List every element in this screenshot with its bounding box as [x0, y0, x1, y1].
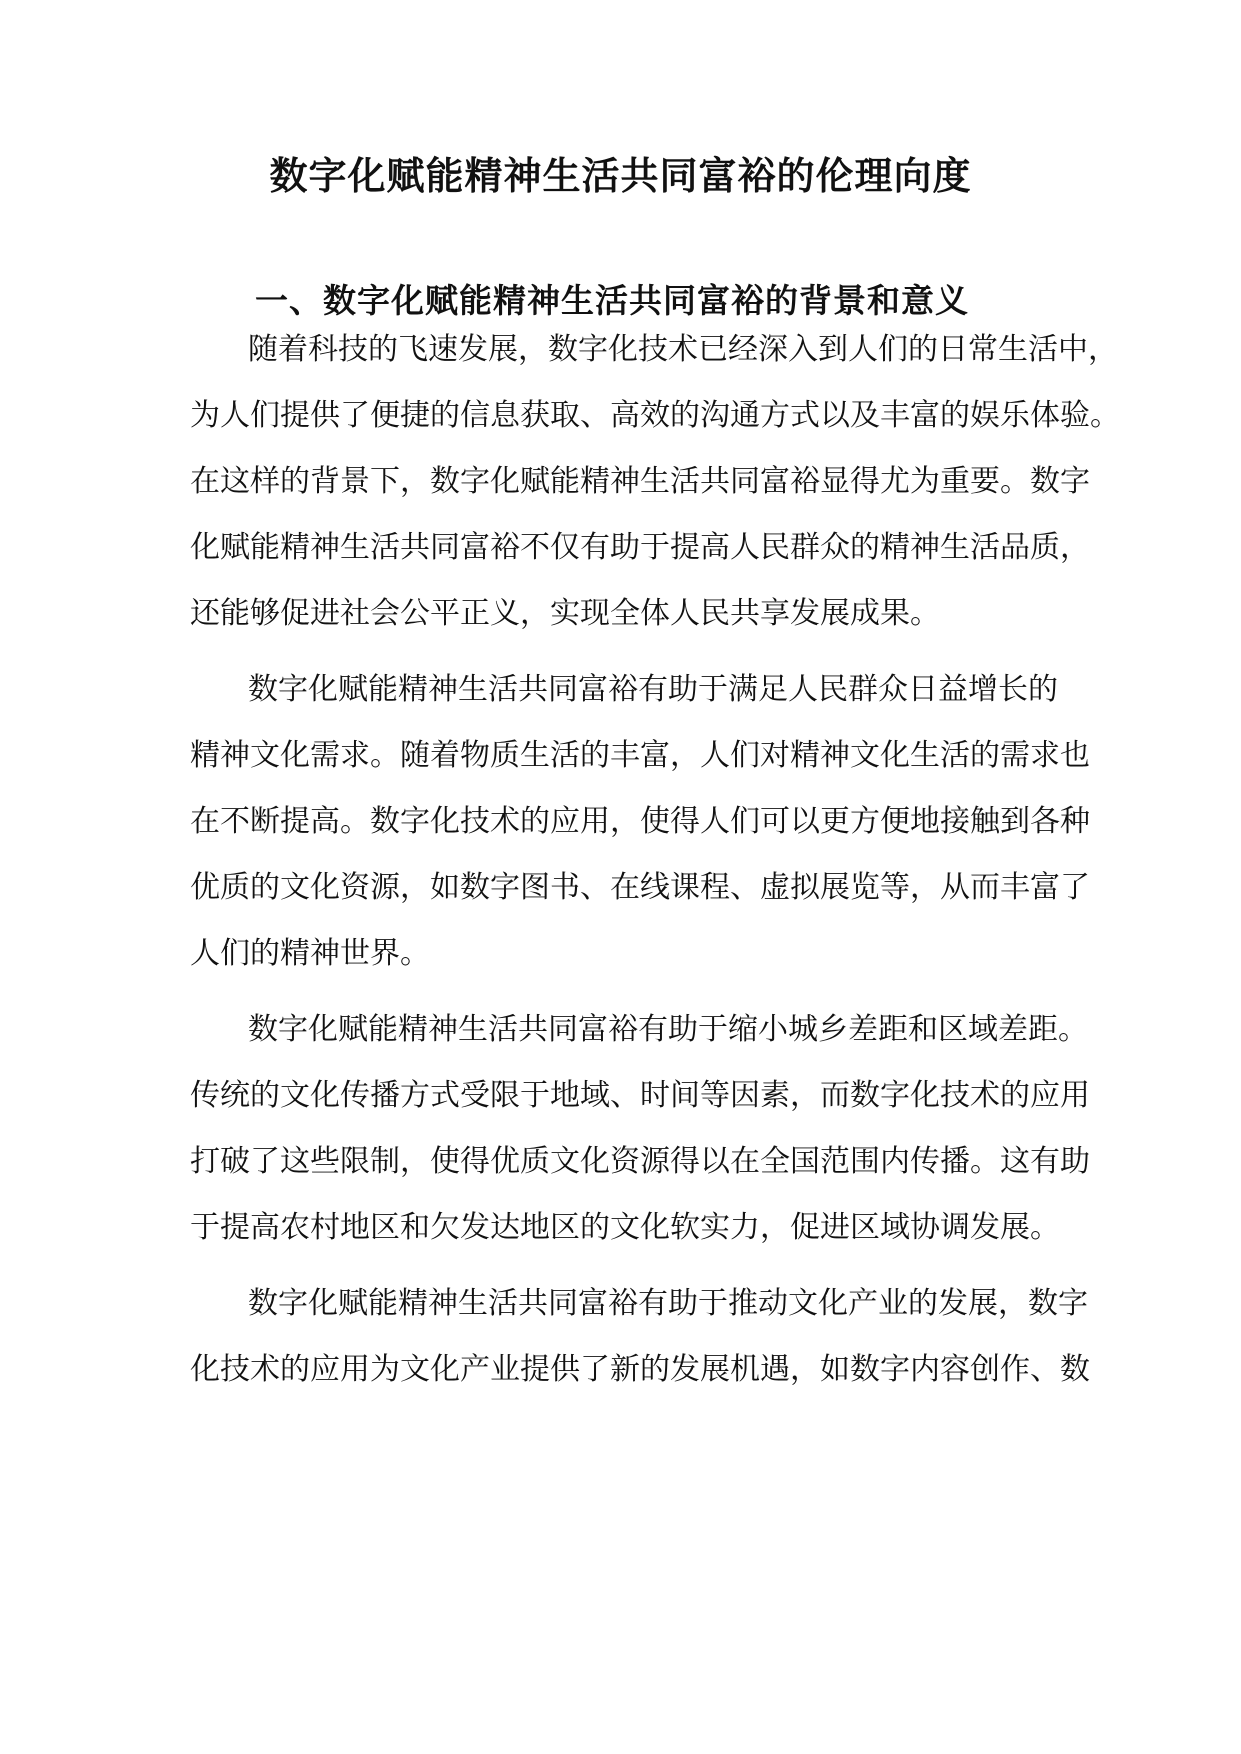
paragraph-line: 随着科技的飞速发展，数字化技术已经深入到人们的日常生活中，	[248, 332, 1118, 367]
paragraph-line: 为人们提供了便捷的信息获取、高效的沟通方式以及丰富的娱乐体验。	[190, 398, 1120, 433]
paragraph-line: 于提高农村地区和欠发达地区的文化软实力，促进区域协调发展。	[190, 1210, 1060, 1245]
paragraph-line: 还能够促进社会公平正义，实现全体人民共享发展成果。	[190, 596, 940, 631]
document-title: 数字化赋能精神生活共同富裕的伦理向度	[269, 153, 972, 198]
paragraph-line: 在不断提高。数字化技术的应用，使得人们可以更方便地接触到各种	[190, 804, 1090, 839]
paragraph-line: 传统的文化传播方式受限于地域、时间等因素，而数字化技术的应用	[190, 1078, 1090, 1113]
paragraph-line: 数字化赋能精神生活共同富裕有助于缩小城乡差距和区域差距。	[248, 1012, 1088, 1047]
paragraph-line: 化赋能精神生活共同富裕不仅有助于提高人民群众的精神生活品质，	[190, 530, 1090, 565]
paragraph-line: 数字化赋能精神生活共同富裕有助于推动文化产业的发展，数字	[248, 1286, 1088, 1321]
paragraph-line: 人们的精神世界。	[190, 936, 430, 971]
paragraph-line: 精神文化需求。随着物质生活的丰富，人们对精神文化生活的需求也	[190, 738, 1090, 773]
paragraph-line: 打破了这些限制，使得优质文化资源得以在全国范围内传播。这有助	[190, 1144, 1090, 1179]
section-heading: 一、数字化赋能精神生活共同富裕的背景和意义	[255, 281, 969, 320]
paragraph-line: 优质的文化资源，如数字图书、在线课程、虚拟展览等，从而丰富了	[190, 870, 1090, 905]
paragraph-line: 化技术的应用为文化产业提供了新的发展机遇，如数字内容创作、数	[190, 1352, 1090, 1387]
paragraph-line: 数字化赋能精神生活共同富裕有助于满足人民群众日益增长的	[248, 672, 1058, 707]
paragraph-line: 在这样的背景下，数字化赋能精神生活共同富裕显得尤为重要。数字	[190, 464, 1090, 499]
